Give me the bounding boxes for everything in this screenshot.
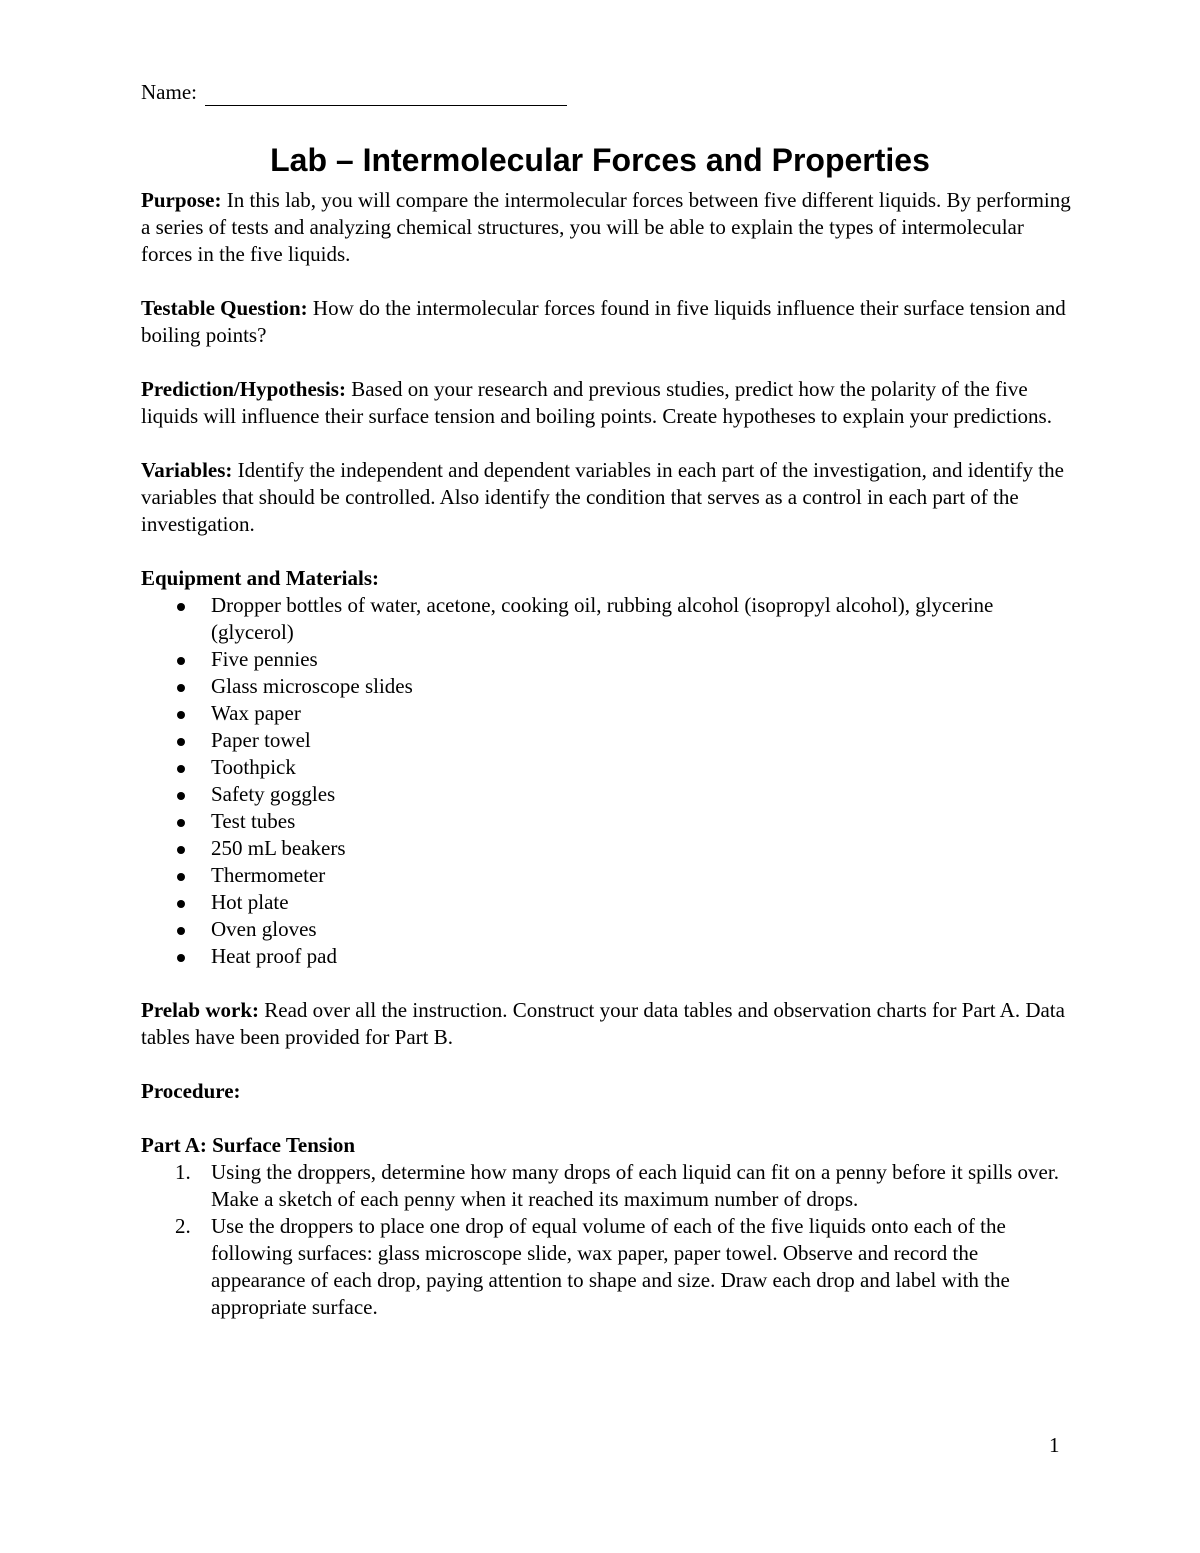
bullet-icon: [177, 819, 185, 827]
bullet-icon: [177, 684, 185, 692]
name-label: Name:: [141, 80, 197, 104]
step-text: Use the droppers to place one drop of equal volume of each of the five liquids onto each of the following surfaces: glass microscope slide, wax paper, paper towel. Observe and record the appearance of each drop, paying attention to shape and size. Draw each drop and label with the appropriate surface.: [211, 1214, 1010, 1319]
equipment-item-text: Oven gloves: [211, 917, 317, 941]
prelab-text: Read over all the instruction. Construct your data tables and observation charts for Part A. Data tables have been provided for Part B.: [141, 998, 1065, 1049]
equipment-item-text: Thermometer: [211, 863, 326, 887]
list-item: [141, 754, 1071, 781]
list-item: [141, 781, 1071, 808]
equipment-label: Equipment and Materials:: [141, 566, 380, 590]
bullet-icon: [177, 792, 185, 800]
prelab-label: Prelab work:: [141, 998, 260, 1022]
purpose-label: Purpose:: [141, 188, 222, 212]
page-number: 1: [1049, 1433, 1060, 1457]
name-field-row: [141, 70, 1071, 106]
equipment-item-text: Safety goggles: [211, 782, 336, 806]
prediction-text: Based on your research and previous studies, predict how the polarity of the five liquids will influence their surface tension and boiling points. Create hypotheses to explain your predictions.: [141, 377, 1052, 428]
step-text: Using the droppers, determine how many drops of each liquid can fit on a penny before it spills over. Make a sketch of each penny when it reached its maximum number of drops.: [211, 1160, 1059, 1211]
equipment-item-text: Hot plate: [211, 890, 289, 914]
testable-question-section: [141, 295, 1071, 349]
equipment-item-text: 250 mL beakers: [211, 836, 346, 860]
bullet-icon: [177, 657, 185, 665]
variables-text: Identify the independent and dependent variables in each part of the investigation, and identify the variables that should be controlled. Also identify the condition that serves as a control in each part of the investigation.: [141, 458, 1064, 536]
list-item: [141, 592, 1071, 646]
step-number: 2.: [175, 1214, 191, 1238]
bullet-icon: [177, 927, 185, 935]
name-blank-line[interactable]: [205, 83, 567, 106]
list-item: [141, 673, 1071, 700]
equipment-item-text: Dropper bottles of water, acetone, cooking oil, rubbing alcohol (isopropyl alcohol), glycerine (glycerol): [211, 593, 994, 644]
document-page: [141, 70, 1071, 1321]
procedure-heading: Procedure:: [141, 1079, 241, 1103]
list-item: [141, 1159, 1071, 1213]
part-a-steps: [141, 1159, 1071, 1321]
purpose-text: In this lab, you will compare the intermolecular forces between five different liquids. By performing a series of tests and analyzing chemical structures, you will be able to explain the types of intermolecular forces in the five liquids.: [141, 188, 1071, 266]
equipment-item-text: Wax paper: [211, 701, 301, 725]
testable-question-text: How do the intermolecular forces found in five liquids influence their surface tension and boiling points?: [141, 296, 1066, 347]
list-item: [141, 835, 1071, 862]
list-item: [141, 727, 1071, 754]
purpose-section: [141, 187, 1071, 268]
document-title: Lab – Intermolecular Forces and Properties: [270, 142, 930, 178]
bullet-icon: [177, 900, 185, 908]
bullet-icon: [177, 738, 185, 746]
bullet-icon: [177, 846, 185, 854]
equipment-item-text: Test tubes: [211, 809, 296, 833]
part-a-heading: Part A: Surface Tension: [141, 1133, 356, 1157]
variables-label: Variables:: [141, 458, 233, 482]
list-item: [141, 1213, 1071, 1321]
prediction-section: [141, 376, 1071, 430]
list-item: [141, 916, 1071, 943]
step-number: 1.: [175, 1160, 191, 1184]
bullet-icon: [177, 765, 185, 773]
bullet-icon: [177, 873, 185, 881]
prelab-section: [141, 997, 1071, 1051]
equipment-item-text: Glass microscope slides: [211, 674, 413, 698]
equipment-item-text: Toothpick: [211, 755, 296, 779]
list-item: [141, 943, 1071, 970]
list-item: [141, 889, 1071, 916]
equipment-item-text: Paper towel: [211, 728, 311, 752]
list-item: [141, 862, 1071, 889]
testable-question-label: Testable Question:: [141, 296, 308, 320]
variables-section: [141, 457, 1071, 538]
list-item: [141, 646, 1071, 673]
prediction-label: Prediction/Hypothesis:: [141, 377, 346, 401]
equipment-item-text: Heat proof pad: [211, 944, 337, 968]
bullet-icon: [177, 954, 185, 962]
list-item: [141, 700, 1071, 727]
list-item: [141, 808, 1071, 835]
bullet-icon: [177, 603, 185, 611]
equipment-item-text: Five pennies: [211, 647, 318, 671]
equipment-list: [141, 592, 1071, 970]
bullet-icon: [177, 711, 185, 719]
